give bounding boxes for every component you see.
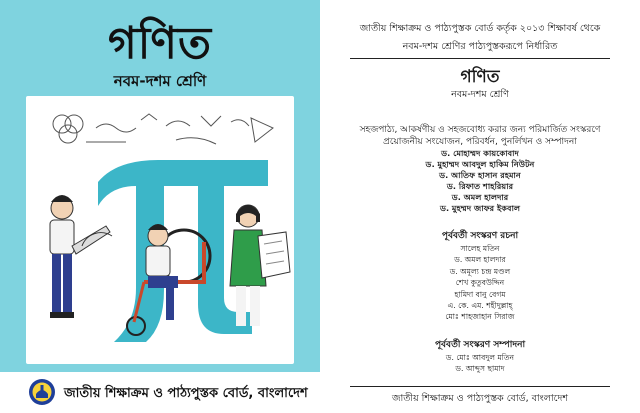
- writer-name: মোঃ শাহজাহান সিরাজ: [445, 312, 515, 322]
- divider-bottom: [350, 386, 610, 387]
- revision-note-line-1: সহজপাঠ্য, আকর্ষণীয় ও সহজবোধ্য করার জন্য পরিমার্জিত সংস্করণে: [359, 125, 601, 135]
- writer-name: এ. কে. এম. শহীদুল্লাহ্: [447, 301, 513, 311]
- prescription-line-1: জাতীয় শিক্ষাক্রম ও পাঠ্যপুস্তক বোর্ড কর্তৃক ২০১৩ শিক্ষাবর্ষ থেকে: [359, 23, 601, 34]
- pi-illustration: [26, 96, 294, 364]
- editor-name: ড. অমল হালদার: [451, 192, 509, 202]
- title-page-publisher: জাতীয় শিক্ষাক্রম ও পাঠ্যপুস্তক বোর্ড, বাংলাদেশ: [391, 393, 569, 404]
- previous-editing-heading: পূর্ববর্তী সংস্করণ সম্পাদনা: [434, 340, 526, 350]
- previous-editor-name: ড. আব্দুস ছামাদ: [455, 364, 505, 374]
- editors-list: [320, 148, 640, 214]
- boy-standing: [50, 195, 112, 318]
- writer-name: শেখ কুতুবউদ্দিন: [455, 278, 505, 288]
- cover-publisher: জাতীয় শিক্ষাক্রম ও পাঠ্যপুস্তক বোর্ড, বাংলাদেশ: [64, 386, 308, 401]
- writer-name: হামিদা বানু বেগম: [454, 289, 506, 299]
- writer-name: ড. অমল হালদার: [454, 255, 506, 265]
- writer-name: সালেহ মতিন: [460, 244, 500, 253]
- editor-name: ড. রিফাত শাহরিয়ার: [446, 181, 514, 191]
- nctb-logo-icon: [28, 378, 56, 406]
- editor-name: ড. মুহম্মদ জাফর ইকবাল: [439, 203, 521, 213]
- divider-top: [350, 58, 610, 59]
- previous-writers-list: [320, 243, 640, 323]
- cover-subtitle: নবম-দশম শ্রেণি: [113, 72, 207, 90]
- cover-illustration: [26, 96, 294, 364]
- cover-title: গণিত: [107, 18, 213, 69]
- previous-writing-heading: পূর্ববর্তী সংস্করণ রচনা: [441, 231, 519, 241]
- girl-with-map: [230, 205, 290, 326]
- math-doodles: [53, 114, 273, 144]
- title-page: [320, 0, 640, 413]
- editor-name: ড. মুহাম্মদ আবদুল হাকিম নিউটন: [425, 159, 535, 169]
- writer-name: ড. অমূল্য চন্দ্র মণ্ডল: [449, 266, 511, 276]
- prescription-line-2: নবম-দশম শ্রেণির পাঠ্যপুস্তকরূপে নির্ধারিত: [402, 41, 558, 52]
- book-title: গণিত: [460, 67, 500, 87]
- revision-note-line-2: প্রয়োজনীয় সংযোজন, পরিবর্ধন, পুনর্লিখন ও সম্পাদনা: [383, 137, 577, 147]
- cover-publisher-band: [0, 372, 320, 413]
- previous-editor-name: ড. মোঃ আবদুল মতিন: [445, 353, 515, 362]
- class-label: নবম-দশম শ্রেণি: [451, 89, 509, 100]
- editor-name: ড. মোহাম্মদ কায়কোবাদ: [441, 148, 519, 158]
- editor-name: ড. আতিফ হাসান রহমান: [439, 170, 521, 180]
- previous-editors-list: [320, 352, 640, 375]
